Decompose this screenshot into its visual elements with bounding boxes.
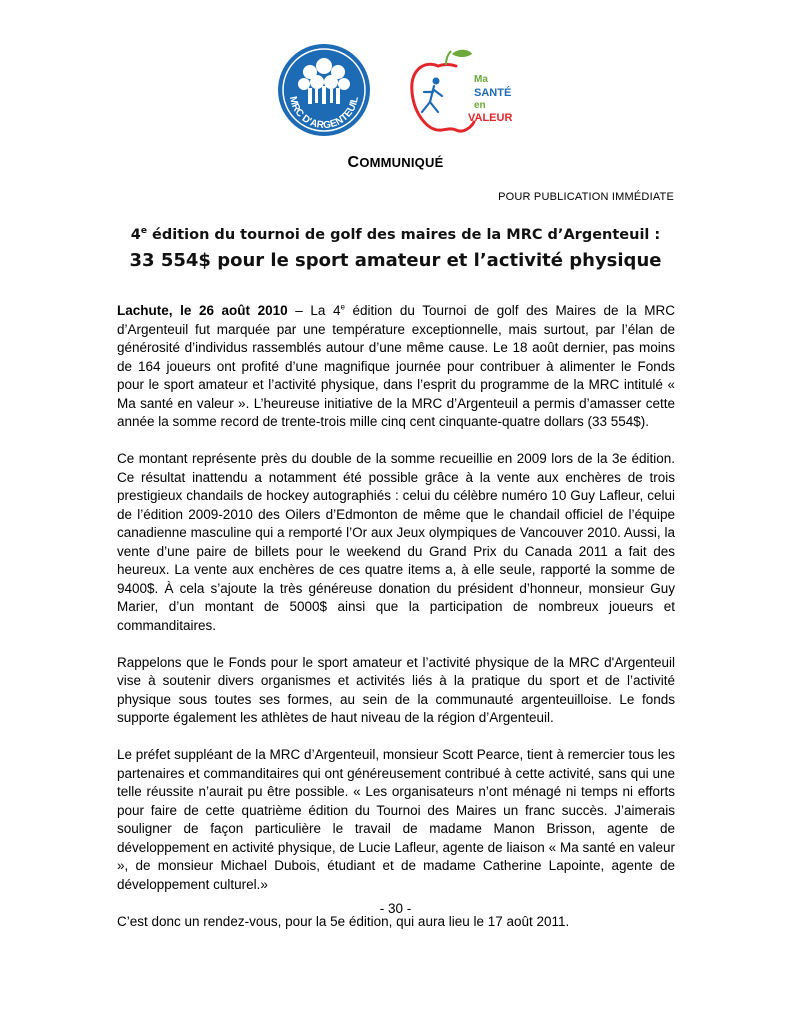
paragraph-2: Ce montant représente près du double de la somme recueillie en 2009 lors de la 3e édition. Ce résultat inattendu a notamment été possible grâce à la vente aux enchères de trois prestigieux chandails de hockey autographiés : celui du célèbre numéro 10 Guy Lafleur, celui de l’édition 2009-2010 des Oilers d’Edmonton de même que le chandail officiel de l’équipe canadienne masculine qui a remporté l’Or aux Jeux olympiques de Vancouver 2010. Aussi, la vente d’une paire de billets pour le weekend du Grand Prix du Canada 2011 a fait des heureux. La vente aux enchères de ces quatre items a, à elle seule, rapporté la somme de 9400$. À cela s’ajoute la très généreuse donation du président d’honneur, monsieur Guy Marier, d’un montant de 5000$ ainsi que la participation de nombreux joueurs et commanditaires. xyxy=(117,451,675,633)
communique-heading xyxy=(0,154,791,172)
sante-logo-ma: Ma xyxy=(474,74,488,85)
headline-line-1 xyxy=(0,220,791,246)
headline-line-1-text: édition du tournoi de golf des maires de la MRC d’Argenteuil : xyxy=(146,226,661,243)
paragraph-1-lead: – La 4 xyxy=(287,303,341,318)
communique-initial: C xyxy=(347,154,360,171)
sante-logo-en: en xyxy=(474,100,486,111)
paragraph-1-text: édition du Tournoi de golf des Maires de la MRC d’Argenteuil fut marquée par une température exceptionnelle, mais surtout, par l’élan de générosité d’individus rassemblés autour d’une même cause. Le 18 août dernier, pas moins de 164 joueurs ont profité d’une magnifique journée pour contribuer à alimenter le Fonds pour le sport amateur et l’activité physique, dans l’esprit du programme de la MRC intitulé « Ma santé en valeur ». L’heureuse initiative de la MRC d’Argenteuil a permis d’amasser cette année la somme record de trente-trois mille cinq cent cinquante-quatre dollars (33 554$). xyxy=(117,303,675,429)
communique-rest: OMMUNIQUÉ xyxy=(359,155,444,170)
headline-edition-number: 4 xyxy=(130,226,141,243)
paragraph-1-sup: e xyxy=(340,302,345,312)
publication-notice: POUR PUBLICATION IMMÉDIATE xyxy=(498,191,674,203)
mrc-argenteuil-logo xyxy=(276,42,372,138)
page-end-marker: - 30 - xyxy=(379,901,412,916)
paragraph-1 xyxy=(117,302,675,432)
sante-logo-valeur: VALEUR xyxy=(468,112,513,124)
headline-line-2: 33 554$ pour le sport amateur et l’activité physique xyxy=(129,249,662,271)
logo-bar xyxy=(270,42,520,142)
dateline: Lachute, le 26 août 2010 xyxy=(117,303,288,318)
headline-edition-sup: e xyxy=(140,226,147,236)
paragraph-4: Le préfet suppléant de la MRC d’Argenteuil, monsieur Scott Pearce, tient à remercier tous les partenaires et commanditaires qui ont généreusement contribué à cette activité, sans qui une telle réussite n’aurait pu être possible. « Les organisateurs n’ont ménagé ni temps ni efforts pour faire de cette quatrième édition du Tournoi des Maires un franc succès. J’aimerais souligner de façon particulière le travail de madame Manon Brisson, agente de développement en activité physique, de Lucie Lafleur, agente de liaison « Ma santé en valeur », de monsieur Michael Dubois, étudiant et de madame Catherine Lapointe, agente de développement culturel.» xyxy=(117,747,675,892)
sante-logo-sante: SANTÉ xyxy=(474,87,512,99)
mrc-logo-text: MRC D'ARGENTEUIL xyxy=(286,95,361,132)
ma-sante-en-valeur-logo xyxy=(408,48,518,138)
headline xyxy=(0,220,791,274)
article-body xyxy=(117,302,675,950)
paragraph-5: C’est donc un rendez-vous, pour la 5e édition, qui aura lieu le 17 août 2011. xyxy=(117,913,570,929)
paragraph-3: Rappelons que le Fonds pour le sport amateur et l’activité physique de la MRC d'Argenteuil vise à soutenir divers organismes et activités liés à la pratique du sport et de l’activité physique sous toutes ses formes, au sein de la communauté argenteuilloise. Le fonds supporte également les athlètes de haut niveau de la région d’Argenteuil. xyxy=(117,654,675,725)
